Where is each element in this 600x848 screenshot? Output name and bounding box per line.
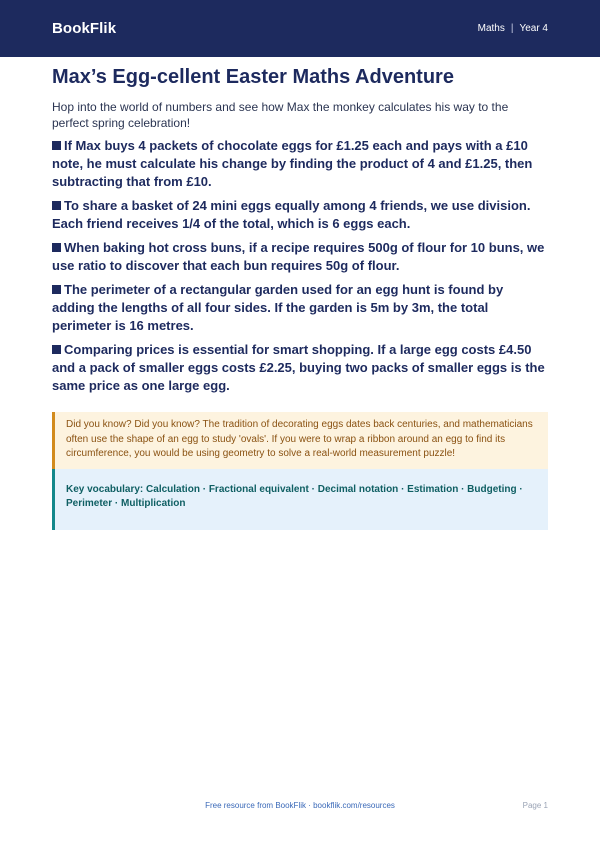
key-point [52, 197, 548, 233]
key-point-text: When baking hot cross buns, if a recipe requires 500g of flour for 10 buns, we use ratio to discover that each bun requires 50g of flour. [52, 240, 545, 273]
page-title: Max’s Egg-cellent Easter Maths Adventure [52, 66, 454, 88]
square-bullet-icon [52, 243, 61, 252]
key-points-list [52, 137, 548, 395]
meta-separator: | [510, 23, 514, 34]
header-meta [478, 23, 548, 34]
page-header [0, 0, 600, 57]
did-you-know-box: Did you know? Did you know? The tradition of decorating eggs dates back centuries, and mathematicians often use the shape of an egg to study 'ovals'. If you were to wrap a ribbon around an egg to find its circumference, you would be using geometry to solve a real-world measurement puzzle! [52, 412, 548, 469]
year-label: Year 4 [519, 23, 548, 34]
footer-link[interactable]: Free resource from BookFlik · bookflik.com/resources [205, 801, 395, 810]
key-point [52, 137, 548, 191]
square-bullet-icon [52, 285, 61, 294]
brand-logo[interactable]: BookFlik [52, 20, 117, 37]
intro-text: Hop into the world of numbers and see how Max the monkey calculates his way to the perfect spring celebration! [52, 100, 509, 130]
key-point-text: The perimeter of a rectangular garden used for an egg hunt is found by adding the lengths of all four sides. If the garden is 5m by 3m, the total perimeter is 16 metres. [52, 282, 504, 333]
page-footer [0, 801, 600, 815]
key-point [52, 281, 548, 335]
key-point-text: Comparing prices is essential for smart shopping. If a large egg costs £4.50 and a pack of smaller eggs costs £2.25, buying two packs of smaller eggs is the same price as one large egg. [52, 342, 545, 393]
square-bullet-icon [52, 345, 61, 354]
key-point-text: To share a basket of 24 mini eggs equally among 4 friends, we use division. Each friend receives 1/4 of the total, which is 6 eggs each. [52, 198, 531, 231]
page-number: Page 1 [522, 801, 548, 810]
square-bullet-icon [52, 141, 61, 150]
subject-label: Maths [477, 23, 505, 34]
key-point [52, 239, 548, 275]
square-bullet-icon [52, 201, 61, 210]
key-point [52, 341, 548, 395]
key-vocabulary-box: Key vocabulary: Calculation · Fractional equivalent · Decimal notation · Estimation · Budgeting · Perimeter · Multiplication [52, 469, 548, 530]
main-content [52, 64, 548, 530]
key-point-text: If Max buys 4 packets of chocolate eggs for £1.25 each and pays with a £10 note, he must calculate his change by finding the product of 4 and £1.25, then subtracting that from £10. [52, 138, 533, 189]
